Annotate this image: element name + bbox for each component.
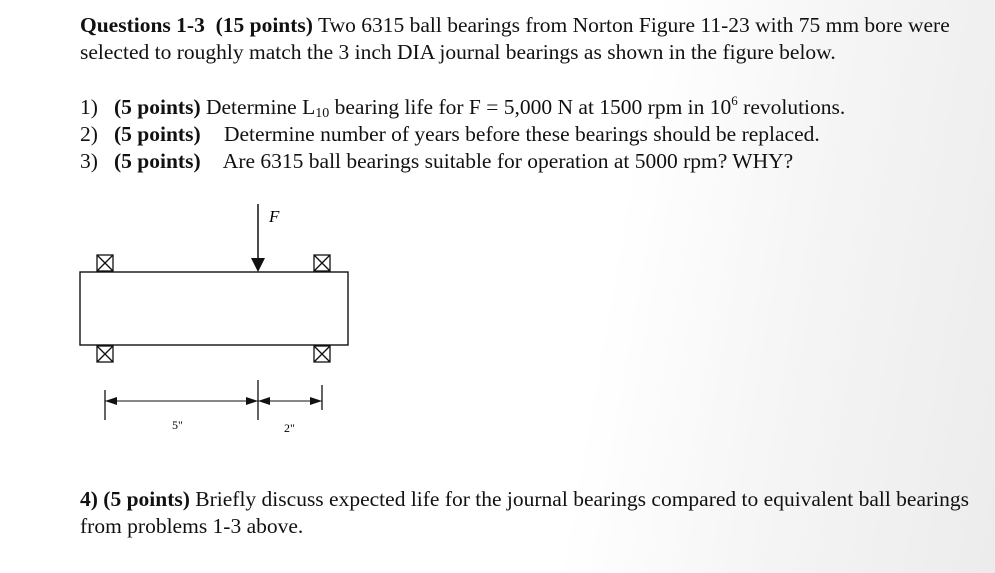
question-1-number: 1) (80, 95, 98, 119)
dimension-lines (105, 380, 322, 420)
question-1-superscript: 6 (731, 93, 738, 108)
question-4 (80, 486, 970, 540)
question-3-text: Are 6315 ball bearings suitable for operation at 5000 rpm? WHY? (218, 149, 794, 173)
intro-heading: Questions 1-3 (80, 13, 205, 37)
question-4-points: (5 points) (103, 487, 190, 511)
bearing-bottom-right-icon (314, 346, 330, 362)
dimension-label-right: 2" (284, 421, 295, 435)
force-label: F (269, 207, 280, 226)
force-arrow (251, 204, 265, 272)
question-4-text: Briefly discuss expected life for the journal bearings compared to equivalent ball bearings from problems 1-3 above. (80, 487, 970, 538)
bearing-bottom-left-icon (97, 346, 113, 362)
bearing-top-right-icon (314, 255, 330, 271)
question-2-number: 2) (80, 122, 98, 146)
question-2-text: Determine number of years before these bearings should be replaced. (218, 122, 820, 146)
force-arrowhead-icon (251, 258, 265, 272)
question-1-text-a: Determine L (200, 95, 316, 119)
intro-text: Two 6315 ball bearings from Norton Figure 11-23 with 75 mm bore were selected to roughly match the 3 inch DIA journal bearings as shown in the figure below. (80, 13, 950, 64)
question-3-number: 3) (80, 149, 98, 173)
question-2-points: (5 points) (114, 122, 201, 146)
intro-points: (15 points) (215, 13, 313, 37)
dimension-label-left: 5" (172, 418, 183, 432)
bearing-top-left-icon (97, 255, 113, 271)
question-1-points: (5 points) (114, 95, 201, 119)
question-1-text-b: bearing life for F = 5,000 N at 1500 rpm in 10 (329, 95, 732, 119)
shaft (80, 272, 348, 345)
question-1-subscript: 10 (315, 106, 330, 121)
question-3-points: (5 points) (114, 149, 201, 173)
question-1-text-c: revolutions. (737, 95, 846, 119)
question-4-prefix: 4) (80, 487, 98, 511)
